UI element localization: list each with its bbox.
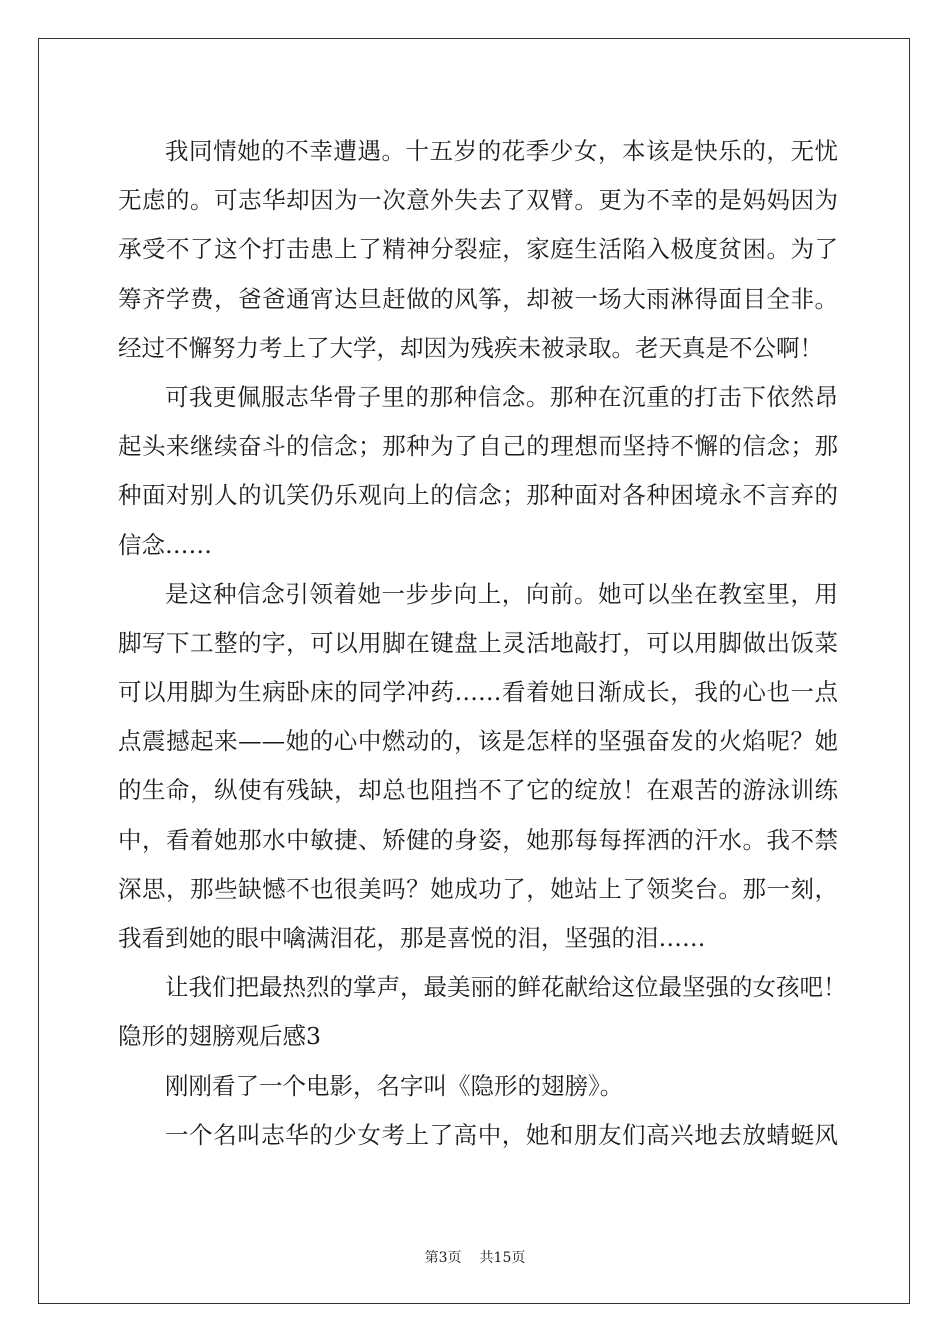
page-footer	[0, 1247, 950, 1267]
text-line: 可我更佩服志华骨子里的那种信念。那种在沉重的打击下依然昂	[165, 382, 838, 411]
text-line: 经过不懈努力考上了大学，却因为残疾未被录取。老天真是不公啊！	[118, 333, 823, 362]
page-total: 共15页	[479, 1250, 526, 1266]
text-line: 一个名叫志华的少女考上了高中，她和朋友们高兴地去放蜻蜓风	[165, 1120, 838, 1149]
text-line: 中，看着她那水中敏捷、矫健的身姿，她那每每挥洒的汗水。我不禁	[118, 825, 838, 854]
text-line: 隐形的翅膀观后感3	[118, 1022, 321, 1051]
text-line: 是这种信念引领着她一步步向上，向前。她可以坐在教室里，用	[165, 579, 838, 608]
text-line: 深思，那些缺憾不也很美吗？她成功了，她站上了领奖台。那一刻，	[118, 874, 838, 903]
text-line: 刚刚看了一个电影，名字叫《隐形的翅膀》。	[165, 1071, 624, 1100]
document-body	[118, 127, 847, 1160]
text-line: 无虑的。可志华却因为一次意外失去了双臂。更为不幸的是妈妈因为	[118, 186, 838, 215]
text-line: 可以用脚为生病卧床的同学冲药……看着她日渐成长，我的心也一点	[118, 678, 838, 707]
text-line: 信念……	[118, 530, 212, 559]
text-line: 我同情她的不幸遭遇。十五岁的花季少女，本该是快乐的，无忧	[165, 137, 838, 165]
page-number: 第3页	[424, 1250, 462, 1266]
text-line: 承受不了这个打击患上了精神分裂症，家庭生活陷入极度贫困。为了	[118, 235, 838, 264]
text-line: 点震撼起来——她的心中燃动的，该是怎样的坚强奋发的火焰呢？她	[118, 727, 838, 756]
text-line: 的生命，纵使有残缺，却总也阻挡不了它的绽放！在艰苦的游泳训练	[118, 776, 838, 805]
text-line: 我看到她的眼中噙满泪花，那是喜悦的泪，坚强的泪……	[118, 924, 706, 952]
text-line: 起头来继续奋斗的信念；那种为了自己的理想而坚持不懈的信念；那	[118, 432, 838, 461]
text-line: 种面对别人的讥笑仍乐观向上的信念；那种面对各种困境永不言弃的	[118, 481, 838, 510]
text-line: 让我们把最热烈的掌声，最美丽的鲜花献给这位最坚强的女孩吧！	[165, 973, 847, 1002]
text-line: 脚写下工整的字，可以用脚在键盘上灵活地敲打，可以用脚做出饭菜	[118, 628, 838, 657]
text-line: 筹齐学费，爸爸通宵达旦赶做的风筝，却被一场大雨淋得面目全非。	[118, 284, 838, 313]
